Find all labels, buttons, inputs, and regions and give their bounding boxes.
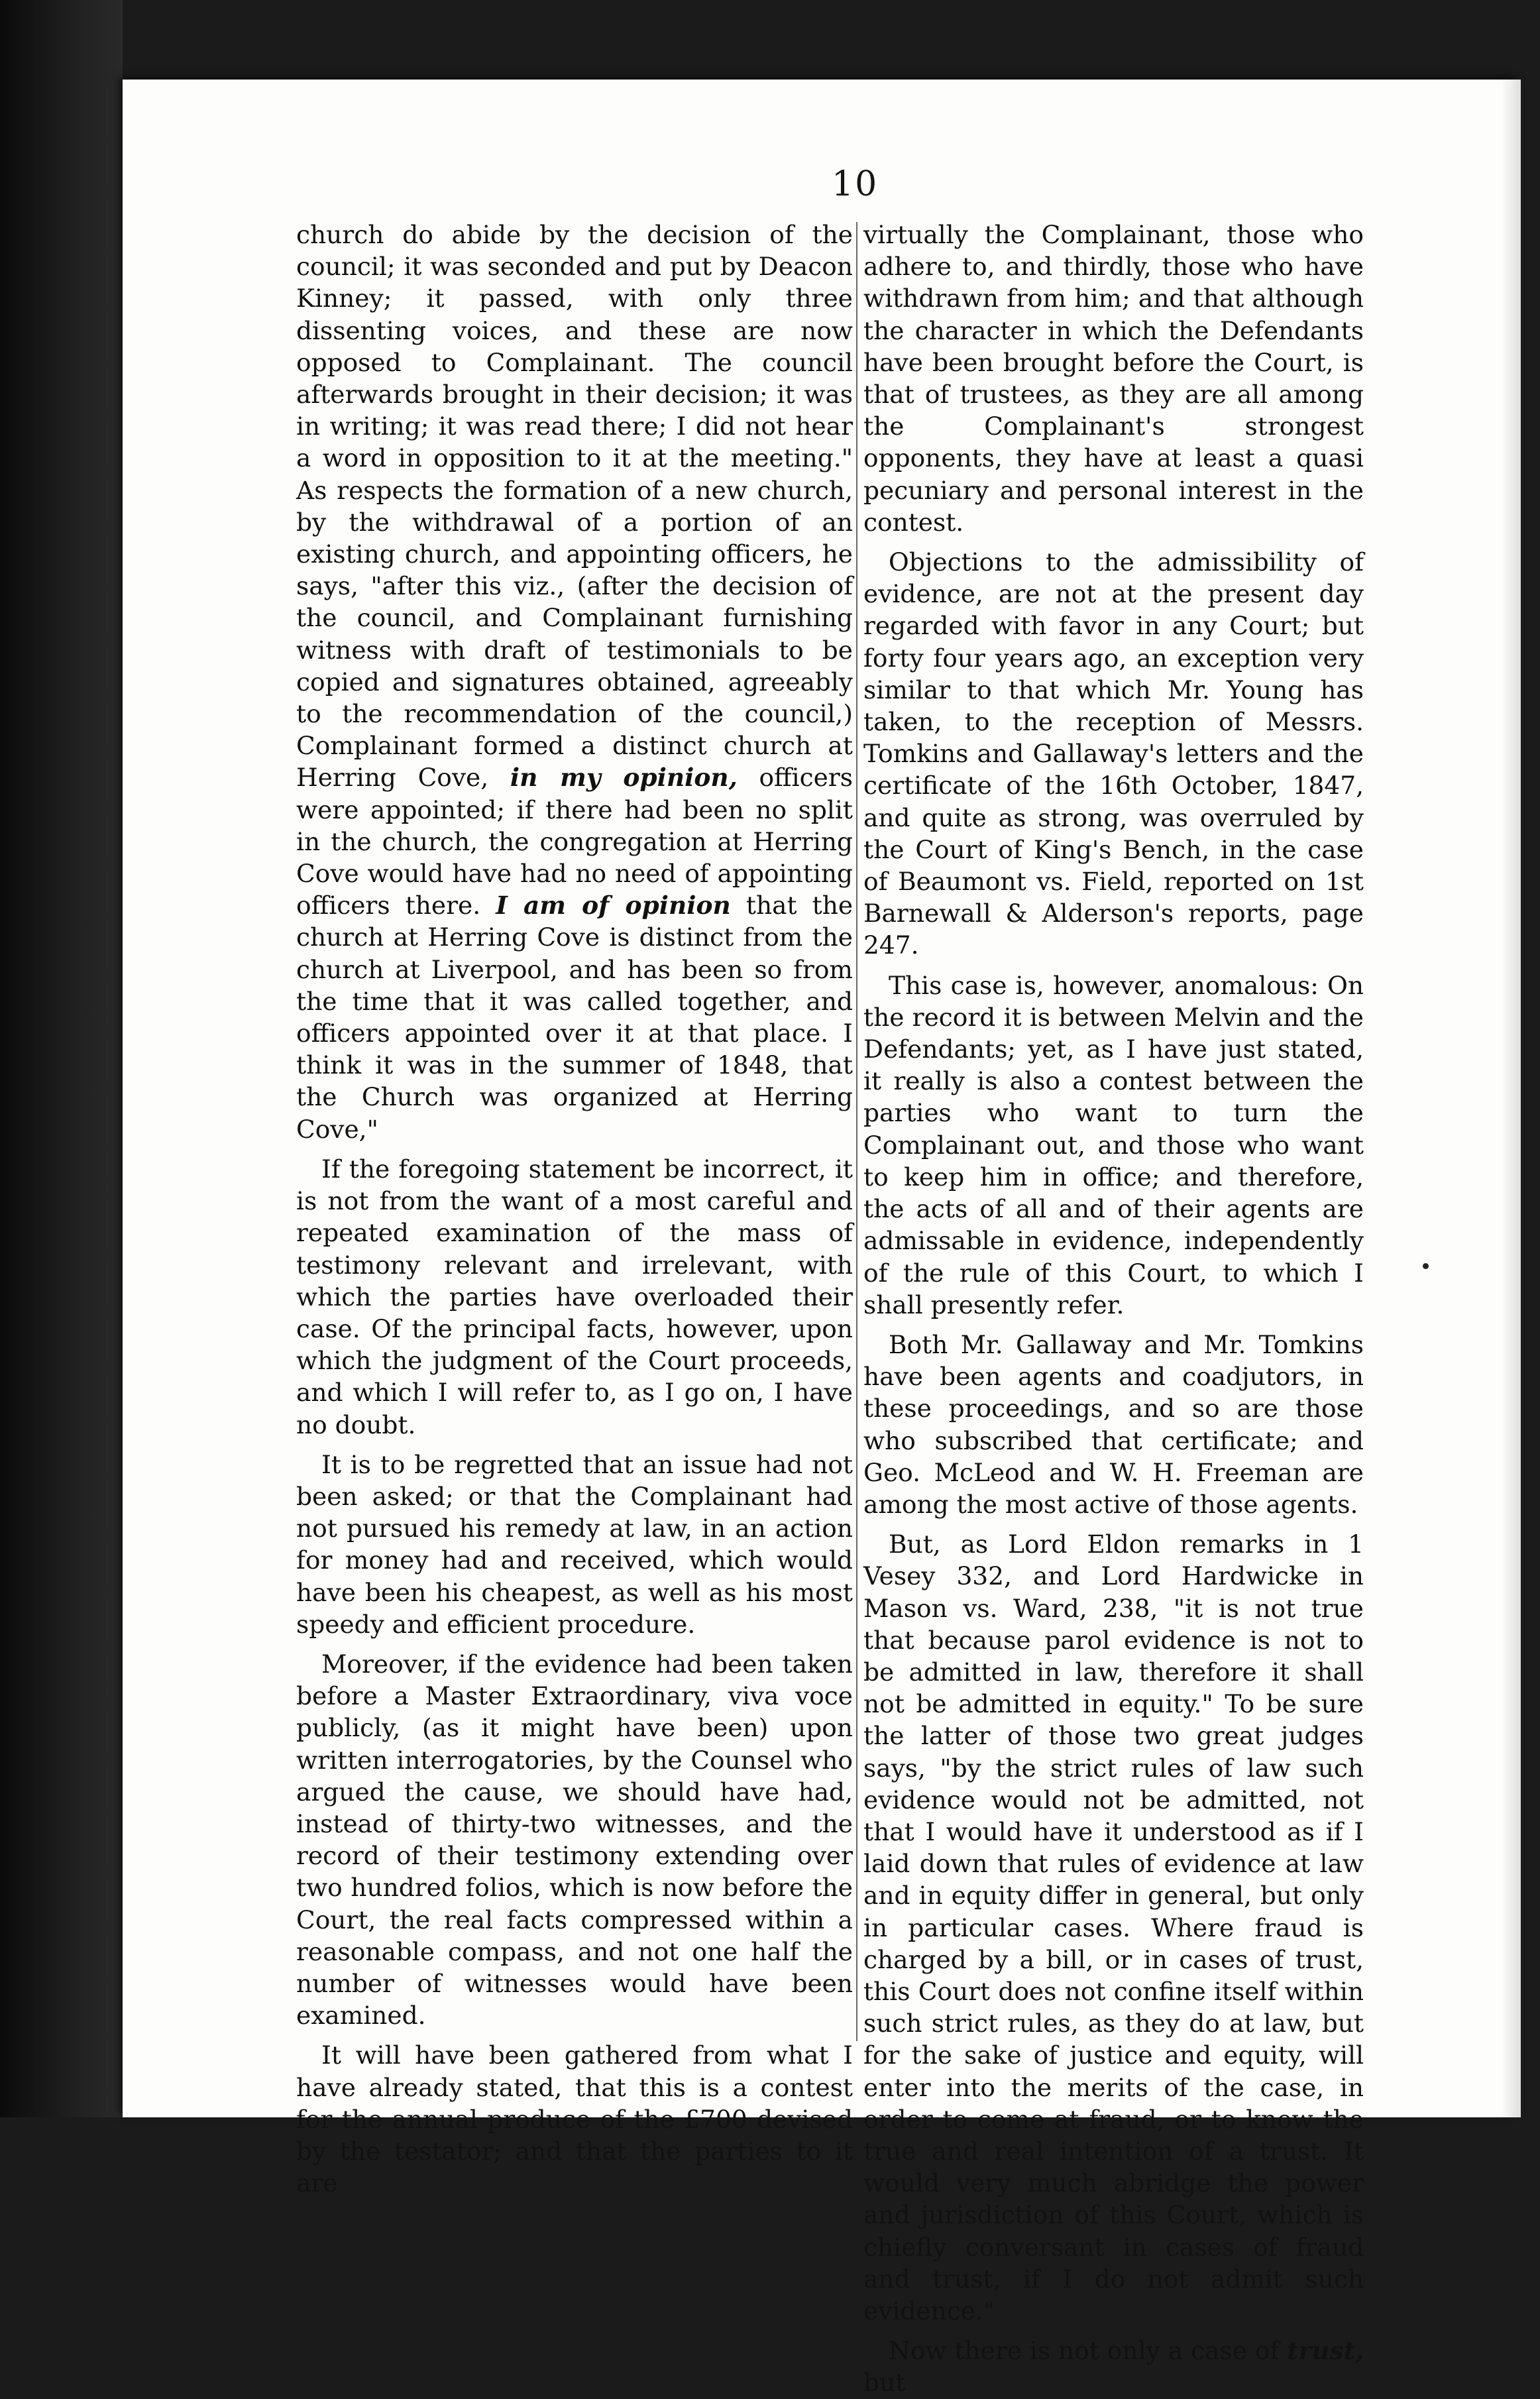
left-paragraph-5: It will have been gathered from what I have already stated, that this is a contest for the annual produce of the £700 devised by the testator; and that the parties to it are [296, 2040, 853, 2198]
right-p6-text: Now there is not only a case of [889, 2336, 1280, 2366]
right-paragraph-3: This case is, however, anomalous: On the record it is between Melvin and the Defendants; yet, as I have just stated, it really is also a contest between the parties who want to turn the Complainant out, and those who want to keep him in office; and therefore, the acts of all and of their agents are admissable in evidence, independently of the rule of this Court, to which I shall presently refer. [863, 970, 1364, 1319]
right-column [863, 219, 1364, 2399]
right-paragraph-1: virtually the Complainant, those who adhere to, and thirdly, those who have withdrawn from him; and that although the character in which the Defendants have been brought before the Court, is that of trustees, as they are all among the Complainant's strongest opponents, they have at least a quasi pecuniary and personal interest in the contest. [863, 220, 1364, 537]
left-p1-emphasis-2: I am of opinion [496, 891, 731, 921]
scan-background [0, 0, 123, 2117]
left-p1-text-c: that the church at Herring Cove is distinct from the church at Liverpool, and has been so from the time that it was called together, and officers appointed over it at that place. I think it was in the summer of 1848, that the Church was organized at Herring Cove," [296, 891, 853, 1144]
left-paragraph-4: Moreover, if the evidence had been taken before a Master Extraordinary, viva voce publicly, (as it might have been) upon written interrogatories, by the Counsel who argued the cause, we should have had, instead of thirty-two witnesses, and the record of their testimony extending over two hundred folios, which is now before the Court, the real facts compressed within a reasonable compass, and not one half the number of witnesses would have been examined. [296, 1649, 853, 2031]
left-p1-emphasis-1: in my opinion, [510, 763, 738, 793]
left-p1-text: church do abide by the decision of the council; it was seconded and put by Deacon Kinney; it passed, with only three dissenting voices, and these are now opposed to Complainant. The council afterwards brought in their decision; it was in writing; it was read there; I did not hear a word in opposition to it at the meeting." As respects the formation of a new church, by the withdrawal of a portion of an existing church, and appointing officers, he says, "after this viz., (after the decision of the council, and Complainant furnishing witness with draft of testimonials to be copied and signatures obtained, agreeably to the recommendation of the council,) Complainant formed a distinct church at Herring Cove, [296, 220, 853, 793]
right-paragraph-5: But, as Lord Eldon remarks in 1 Vesey 332, and Lord Hardwicke in Mason vs. Ward, 238, "it is not true that because parol evidence is not to be admitted in law, therefore it shall not be admitted in equity." To be sure the latter of those two great judges says, "by the strict rules of law such evidence would not be admitted, not that I would have it understood as if I laid down that rules of evidence at law and in equity differ in general, but only in particular cases. Where fraud is charged by a bill, or in cases of trust, this Court does not confine itself within such strict rules, as they do at law, but for the sake of justice and equity, will enter into the merits of the case, in order to come at fraud, or to know the true and real intention of a trust. It would very much abridge the power and jurisdiction of this Court, which is chiefly conversant in cases of fraud and trust, if I do not admit such evidence." [863, 1530, 1364, 2325]
right-paragraph-2: Objections to the admissibility of evidence, are not at the present day regarded with favor in any Court; but forty four years ago, an exception very similar to that which Mr. Young has taken, to the reception of Messrs. Tomkins and Gallaway's letters and the certificate of the 16th October, 1847, and quite as strong, was overruled by the Court of King's Bench, in the case of Beaumont vs. Field, reported on 1st Barnewall & Alderson's reports, page 247. [863, 547, 1364, 960]
page-number: 10 [832, 164, 879, 204]
right-p6-text-b: but [863, 2368, 906, 2398]
left-paragraph-1 [296, 219, 853, 1145]
left-paragraph-3: It is to be regretted that an issue had not been asked; or that the Complainant had not pursued his remedy at law, in an action for money had and received, which would have been his cheapest, as well as his most speedy and efficient procedure. [296, 1449, 853, 1639]
right-paragraph-4: Both Mr. Gallaway and Mr. Tomkins have been agents and coadjutors, in these proceedings, and so are those who subscribed that certificate; and Geo. McLeod and W. H. Freeman are among the most active of those agents. [863, 1329, 1364, 1519]
left-p1-text-b: officers were appointed; if there had been no split in the church, the congregation at Herring Cove would have had no need of appointing officers there. [296, 763, 853, 921]
left-column [296, 219, 853, 2199]
column-divider [856, 222, 857, 2041]
left-paragraph-2: If the foregoing statement be incorrect, it is not from the want of a most careful and repeated examination of the mass of testimony relevant and irrelevant, with which the parties have overloaded their case. Of the principal facts, however, upon which the judgment of the Court proceeds, and which I will refer to, as I go on, I have no doubt. [296, 1154, 853, 1439]
margin-ink-mark [1423, 1263, 1429, 1269]
right-paragraph-6 [863, 2335, 1364, 2398]
right-p6-emphasis: trust, [1287, 2336, 1364, 2366]
